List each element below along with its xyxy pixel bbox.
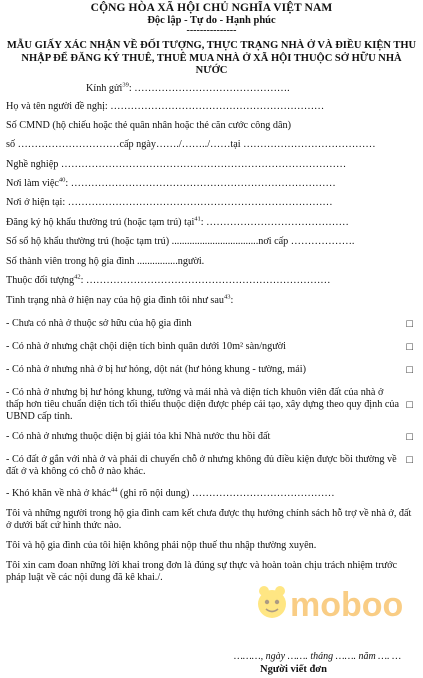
other-difficulty-line: - Khó khăn về nhà ở khác$^{44}$ (ghi rõ nội dung) …………………………………… [6,486,335,499]
household-registration-line: Đăng ký hộ khẩu thường trú (hoặc tạm trú) tại$^{41}$: …………………………………… [6,215,349,228]
id-card-line: Số CMND (hộ chiếu hoặc thẻ quân nhân hoặc thẻ căn cước công dân) [6,119,292,131]
option-row: - Chưa có nhà ở thuộc sở hữu của hộ gia đình □ [6,317,413,330]
signature-title: Người viết đơn [260,664,327,675]
kinh-gui-line: Kính gửi$^{39}$: ………………………………………. [86,81,290,94]
checkbox-icon[interactable]: □ [406,363,413,376]
id-issue-line: số …………………………cấp ngày……./……../……tại ………………………………… [6,138,376,150]
header-separator: --------------- [186,25,237,36]
checkbox-icon[interactable]: □ [406,398,413,411]
option-row: - Có nhà ở nhưng nhà ở bị hư hỏng, dột nát (hư hỏng khung - tường, mái) □ [6,363,413,376]
moboo-watermark-logo [250,578,420,626]
checkbox-icon[interactable]: □ [406,453,413,466]
applicant-name-line: Họ và tên người đề nghị: ……………………………………………………… [6,100,325,112]
checkbox-icon[interactable]: □ [406,317,413,330]
household-members-line: Số thành viên trong hộ gia đình ................người. [6,255,205,267]
workplace-line: Nơi làm việc$^{40}$: …………………………………………………………………… [6,176,336,189]
beneficiary-group-line: Thuộc đối tượng$^{42}$: ……………………………………………………………… [6,273,331,286]
checkbox-icon[interactable]: □ [406,430,413,443]
option-row: - Có nhà ở nhưng bị hư hỏng khung, tường và mái nhà và diện tích khuôn viên đất của nhà ở thấp hơn tiêu chuẩn diện tích tối thiểu thuộc diện được phép cải tạo, xây dựng theo quy định của UBND cấp tỉnh. □ [6,386,413,422]
current-residence-line: Nơi ở hiện tại: …………………………………………………………………… [6,196,333,208]
oath-paragraph: Tôi xin cam đoan những lời khai trong đơn là đúng sự thực và hoàn toàn chịu trách nhiệm trước pháp luật về các nội dung đã kê khai./. [6,559,398,583]
form-title: MẪU GIẤY XÁC NHẬN VỀ ĐỐI TƯỢNG, THỰC TRẠNG NHÀ Ở VÀ ĐIỀU KIỆN THU NHẬP ĐỂ ĐĂNG KÝ THUÊ, THUÊ MUA NHÀ Ở XÃ HỘI THUỘC SỞ HỮU NHÀ NƯỚC [6,40,417,76]
national-motto: Độc lập - Tự do - Hạnh phúc [147,15,276,26]
signature-date: ………, ngày ……. tháng ……. năm …. … [234,651,401,662]
option-row: - Có đất ở gắn với nhà ở và phải di chuyển chỗ ở nhưng không đủ điều kiện được bồi thường về đất ở và không có chỗ ở nào khác. □ [6,453,413,477]
checkbox-icon[interactable]: □ [406,340,413,353]
brand-text: moboo [290,586,404,624]
mascot-icon [258,586,286,618]
occupation-line: Nghề nghiệp ………………………………………………………………………… [6,158,347,170]
country-name: CỘNG HÒA XÃ HỘI CHỦ NGHĨA VIỆT NAM [90,2,333,14]
household-book-line: Số sổ hộ khẩu thường trú (hoặc tạm trú) ..................................nơi cấp ………………. [6,235,355,247]
housing-status-intro: Tình trạng nhà ở hiện nay của hộ gia đình tôi như sau$^{43}$: [6,293,234,306]
option-row: - Có nhà ở nhưng thuộc diện bị giải tỏa khi Nhà nước thu hồi đất □ [6,430,413,443]
option-row: - Có nhà ở nhưng chật chội diện tích bình quân dưới 10m² sàn/người □ [6,340,413,353]
national-header [0,0,423,35]
commitment-paragraph: Tôi và những người trong hộ gia đình cam kết chưa được thụ hưởng chính sách hỗ trợ về nhà ở, đất ở dưới bất cứ hình thức nào. [6,507,412,531]
tax-statement: Tôi và hộ gia đình của tôi hiện không phải nộp thuế thu nhập thường xuyên. [6,539,317,551]
